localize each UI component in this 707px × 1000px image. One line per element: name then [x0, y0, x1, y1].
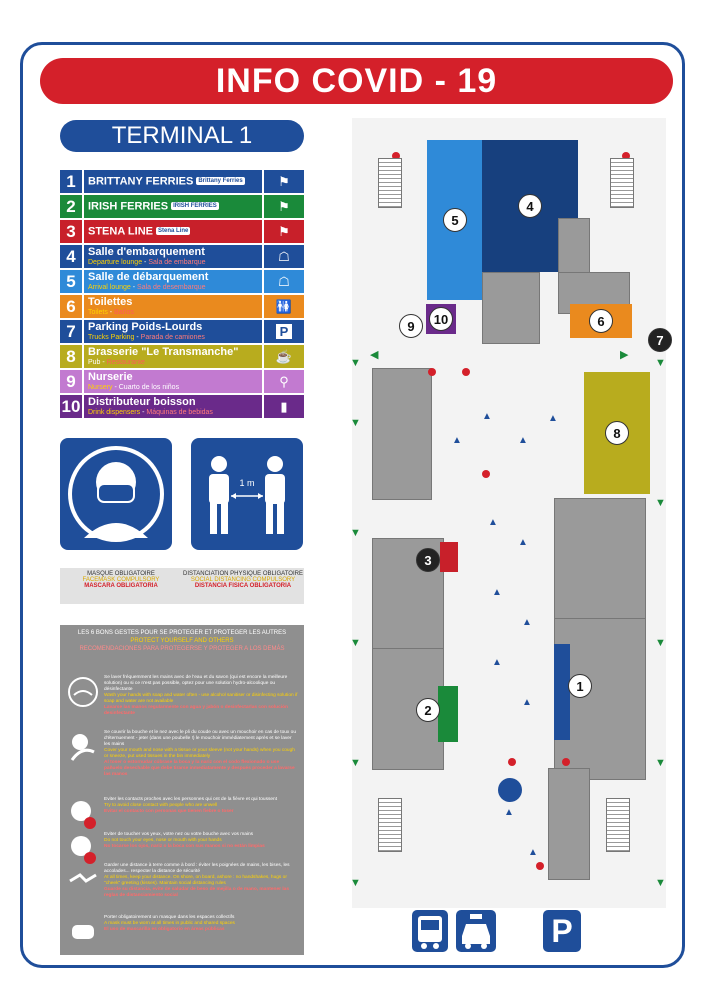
no-entry-icon	[462, 368, 470, 376]
zone-badge-3: 3	[416, 548, 440, 572]
zone-6	[570, 304, 632, 338]
no-entry-icon	[562, 758, 570, 766]
zone-badge-5: 5	[443, 208, 467, 232]
legend-label: BRITTANY FERRIES	[88, 175, 194, 188]
legend-num: 8	[60, 345, 84, 368]
room-block	[554, 498, 646, 620]
zone-2	[416, 698, 440, 722]
legend-num: 7	[60, 320, 84, 343]
flow-arrow-up-icon: ▲	[492, 587, 502, 598]
flow-arrow-up-icon: ▲	[488, 517, 498, 528]
legend-item-7: 7 Parking Poids-Lourds Trucks Parking - Parada de camiones P	[60, 320, 304, 343]
flow-arrow-up-icon: ▲	[548, 413, 558, 424]
gesture-text-es: Al toser o estornudar cúbrase la boca y la nariz con el codo flexionado o use pañuelo desechable que debe tirarse inmediatamente y después proceder a lavarse las manos	[104, 760, 295, 777]
legend-label: Distributeur boisson	[88, 396, 196, 408]
stairs-icon	[610, 158, 634, 208]
lounge-icon: ☖	[262, 245, 304, 268]
flow-arrow-up-icon: ▲	[522, 697, 532, 708]
stairs-icon	[606, 798, 630, 852]
parking-sign-icon: P	[543, 910, 581, 952]
flow-arrow-up-icon: ▲	[518, 435, 528, 446]
mask-caption-en: FACEMASK COMPULSORY	[82, 577, 160, 583]
exit-arrow-icon: ▼	[350, 357, 361, 369]
legend-label: Salle de débarquement	[88, 271, 209, 283]
room-block	[548, 768, 590, 880]
zone-badge-6: 6	[589, 309, 613, 333]
brittany-ferries-logo: Brittany Ferries	[198, 178, 243, 184]
legend-sub-es: Cuarto de los niños	[118, 384, 180, 391]
gesture-text-en: Do not touch your eyes, nose or mouth with your hands	[104, 838, 222, 843]
room-block	[482, 272, 540, 344]
legend-sub-es: Baños	[114, 309, 134, 316]
face-mask-icon	[60, 438, 172, 550]
legend-num: 4	[60, 245, 84, 268]
legend-sub-en: Nursery	[88, 384, 113, 391]
irish-ferries-logo: IRISH FERRIES	[173, 203, 217, 209]
mask-icon	[66, 915, 100, 949]
legend-label: Toilettes	[88, 296, 133, 308]
legend-item-9: 9 Nurserie Nursery - Cuarto de los niños ⚲	[60, 370, 304, 393]
barrier-gestures-panel	[60, 625, 304, 955]
terminal-floor-plan	[322, 118, 674, 958]
zone-3-desk	[440, 542, 458, 572]
hand-wash-icon	[66, 675, 100, 709]
stena-line-logo: Stena Line	[158, 228, 189, 234]
legend-sub-en: Departure lounge	[88, 259, 143, 266]
legend-item-3	[60, 220, 304, 243]
avoid-contact-icon	[66, 797, 100, 831]
flow-arrow-up-icon: ▲	[504, 807, 514, 818]
gestures-title-en: PROTECT YOURSELF AND OTHERS	[130, 638, 234, 644]
flow-arrow-up-icon: ▲	[492, 657, 502, 668]
gesture-text-fr: Se couvrir la bouche et le nez avec le pli du coude ou avec un mouchoir en cas de toux ou d'éternuement - jeter (dans une poubelle !) le mouchoir immédiatement après et se laver les mains	[104, 730, 296, 747]
no-entry-icon	[428, 368, 436, 376]
flow-arrow-up-icon: ▲	[518, 537, 528, 548]
legend-item-4: 4 Salle d'embarquement Departure lounge - Sala de embarque ☖	[60, 245, 304, 268]
no-entry-icon	[508, 758, 516, 766]
zone-3	[416, 548, 440, 572]
flow-arrow-up-icon: ▲	[522, 617, 532, 628]
zone-2-desk	[438, 686, 458, 742]
legend-sub-es: Parada de camiones	[140, 334, 205, 341]
legend-num: 9	[60, 370, 84, 393]
cough-elbow-icon	[66, 730, 100, 764]
gestures-title-fr: LES 6 BONS GESTES POUR SE PROTEGER ET PROTEGER LES AUTRES	[77, 630, 287, 636]
gesture-text-fr: Eviter de toucher vos yeux, votre nez ou votre bouche avec vos mains	[104, 832, 254, 837]
zone-badge-10: 10	[429, 307, 453, 331]
stairs-icon	[378, 798, 402, 852]
distance-caption-en: SOCIAL DISTANCING COMPULSORY	[190, 577, 296, 583]
terminal-title: TERMINAL 1	[60, 120, 304, 152]
bottle-icon: ▮	[262, 395, 304, 418]
exit-arrow-icon: ▼	[350, 637, 361, 649]
distance-pictogram	[191, 438, 303, 550]
legend-num: 10	[60, 395, 84, 418]
gesture-text-es: No tocarse los ojos, nariz o la boca con sus manos si no están limpias	[104, 844, 265, 849]
legend-item-5: 5 Salle de débarquement Arrival lounge - Sala de desembarque ☖	[60, 270, 304, 293]
zone-badge-4: 4	[518, 194, 542, 218]
exit-arrow-icon: ◀	[370, 349, 379, 361]
room-block	[558, 218, 590, 274]
taxi-icon	[456, 910, 496, 952]
exit-arrow-icon: ▼	[655, 877, 666, 889]
distance-label: 1 m	[239, 478, 255, 488]
exit-arrow-icon: ▼	[350, 757, 361, 769]
baby-bottle-icon: ⚲	[262, 370, 304, 393]
exit-arrow-icon: ▼	[350, 417, 361, 429]
zone-badge-8: 8	[605, 421, 629, 445]
exit-arrow-icon: ▼	[655, 357, 666, 369]
pictogram-captions	[60, 568, 304, 604]
no-entry-icon	[482, 470, 490, 478]
flow-arrow-up-icon: ▲	[452, 435, 462, 446]
exit-arrow-icon: ▶	[620, 349, 629, 361]
mask-caption-fr: MASQUE OBLIGATOIRE	[87, 571, 155, 577]
legend-num: 3	[60, 220, 84, 243]
no-face-touch-icon	[66, 832, 100, 866]
gesture-text-en: Wash your hands with soap and water often - use alcohol sanitiser or disinfecting solution if soap and water are not available	[104, 693, 298, 704]
legend-label: Salle d'embarquement	[88, 246, 205, 258]
arrival-icon: ☖	[262, 270, 304, 293]
zone-10	[426, 304, 456, 334]
gesture-text-es: Lavarse las manos regularmente con agua y jabón o desinfectarlas con solución desinfectante	[104, 705, 288, 716]
legend-sub-en: Drink dispensers	[88, 409, 141, 416]
legend-label: IRISH FERRIES	[88, 200, 169, 213]
gesture-text-fr: Porter obligatoirement un masque dans les espaces collectifs	[104, 915, 235, 920]
legend-label: Parking Poids-Lourds	[88, 321, 203, 333]
gesture-text-es: Guarde su distancia, evite de saludar de beso de mejilla o de mano, mantener las reglas de distanciamiento social	[104, 887, 290, 898]
distance-caption-es: DISTANCIA FISICA OBLIGATORIA	[194, 583, 292, 589]
passenger-icon: ⚑	[262, 220, 304, 243]
zone-1	[568, 674, 592, 698]
stairs-icon	[378, 158, 402, 208]
legend-num: 6	[60, 295, 84, 318]
coffee-cup-icon: ☕	[262, 345, 304, 368]
zone-9	[396, 314, 426, 338]
zone-badge-1: 1	[568, 674, 592, 698]
gesture-text-fr: Se laver fréquemment les mains avec de l'eau et du savon (qui est encore la meilleure solution) ou si ce n'est pas possible, optez pour une solution hydro-alcoolique ou désinfectante	[104, 675, 288, 692]
flow-arrow-up-icon: ▲	[528, 847, 538, 858]
legend-sub-es: Sala de embarque	[148, 259, 206, 266]
zone-5	[427, 140, 483, 300]
legend-label: Nurserie	[88, 371, 133, 383]
exit-arrow-icon: ▼	[655, 637, 666, 649]
flow-arrow-up-icon: ▲	[482, 411, 492, 422]
legend-item-10: 10 Distributeur boisson Drink dispensers - Máquinas de bebidas ▮	[60, 395, 304, 418]
gesture-text-es: Evitar el contacto con personas que tienen fiebre o toser	[104, 809, 234, 814]
passenger-icon: ⚑	[262, 195, 304, 218]
zone-badge-9: 9	[399, 314, 423, 338]
gestures-title-es: RECOMENDACIONES PARA PROTEGERSE Y PROTEGER A LOS DEMÁS	[79, 646, 285, 652]
exit-arrow-icon: ▼	[350, 877, 361, 889]
mask-pictogram	[60, 438, 172, 550]
exit-arrow-icon: ▼	[350, 527, 361, 539]
zone-badge-7: 7	[648, 328, 672, 352]
legend-label: Brasserie "Le Transmanche"	[88, 346, 239, 358]
info-point-icon	[498, 778, 522, 802]
legend-sub-en: Trucks Parking	[88, 334, 135, 341]
legend-num: 5	[60, 270, 84, 293]
gesture-text-es: El uso de mascarilla es obligatorio en áreas públicas	[104, 927, 225, 932]
legend-sub-en: Pub	[88, 359, 101, 366]
mask-caption-es: MASCARA OBLIGATORIA	[84, 583, 158, 589]
legend-label: STENA LINE	[88, 225, 153, 238]
exit-arrow-icon: ▼	[655, 757, 666, 769]
legend-item-6: 6 Toilettes Toilets - Baños 🚻	[60, 295, 304, 318]
gesture-text-fr: Eviter les contacts proches avec les personnes qui ont de la fièvre et qui toussent	[104, 797, 278, 802]
no-entry-icon	[536, 862, 544, 870]
legend-item-1	[60, 170, 304, 193]
gesture-text-en: Cover your mouth and nose with a tissue or your sleeve (not your hands) when you cough or sneeze, put used tissues in the bin immediately	[104, 748, 295, 759]
bus-icon	[412, 910, 448, 952]
legend-sub-es: Sala de desembarque	[137, 284, 206, 291]
distance-caption-fr: DISTANCIATION PHYSIQUE OBLIGATOIRE	[183, 571, 303, 577]
gesture-text-en: At all times, keep your distance. On shore, on board, ashore : no handshakes, hugs or "cheek" greeting (kisses). Maintain social distancing rules	[104, 875, 287, 886]
legend	[60, 170, 304, 420]
legend-item-8: 8 Brasserie "Le Transmanche" Pub - Restaurante ☕	[60, 345, 304, 368]
legend-sub-es: Máquinas de bebidas	[146, 409, 213, 416]
room-block	[372, 368, 432, 500]
zone-7	[648, 328, 672, 352]
exit-arrow-icon: ▼	[655, 497, 666, 509]
legend-sub-es: Restaurante	[106, 359, 145, 366]
banner-title: INFO COVID - 19	[40, 58, 673, 104]
social-distance-icon	[191, 438, 303, 550]
toilets-icon: 🚻	[262, 295, 304, 318]
gesture-text-en: Try to avoid close contact with people who are unwell	[104, 803, 218, 808]
passenger-icon: ⚑	[262, 170, 304, 193]
legend-sub-en: Toilets	[88, 309, 108, 316]
legend-num: 2	[60, 195, 84, 218]
zone-8	[584, 372, 650, 494]
legend-item-2	[60, 195, 304, 218]
parking-icon: P	[262, 320, 304, 343]
gesture-text-en: A mask must be worn at all times in public and shared spaces	[104, 921, 235, 926]
legend-sub-en: Arrival lounge	[88, 284, 131, 291]
gesture-text-fr: Garder une distance à terre comme à bord : éviter les poignées de mains, les bises, les accolades... respecter la distance de sécurité	[104, 863, 290, 874]
zone-badge-2: 2	[416, 698, 440, 722]
no-handshake-icon	[66, 863, 100, 897]
legend-num: 1	[60, 170, 84, 193]
